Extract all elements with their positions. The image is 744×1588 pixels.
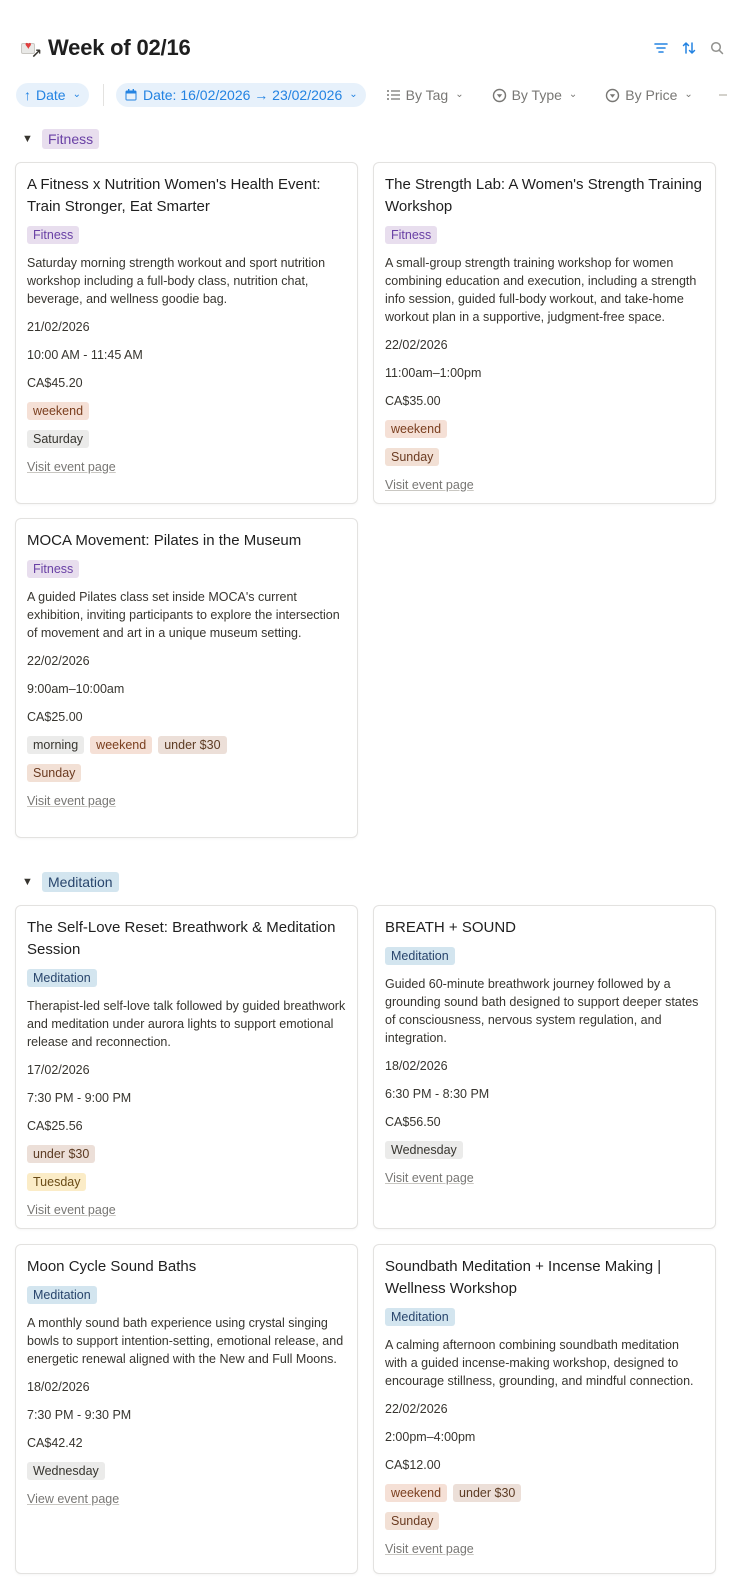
type-tag: Meditation xyxy=(385,947,455,965)
card-description: Guided 60-minute breathwork journey followed by a grounding sound bath designed to support deeper states of consciousness, nervous system regulation, and integration. xyxy=(385,977,699,1045)
sort-date-label: Date xyxy=(36,87,66,103)
event-card[interactable] xyxy=(373,1244,716,1574)
card-time: 7:30 PM - 9:00 PM xyxy=(27,1091,132,1105)
chevron-down-icon: ⌄ xyxy=(684,89,693,100)
card-description: A calming afternoon combining soundbath meditation with a guided incense-making workshop, designed to encourage stillness, grounding, and mindful connection. xyxy=(385,1338,694,1388)
by-type-filter[interactable] xyxy=(484,83,586,107)
search-icon[interactable] xyxy=(710,41,724,55)
tag-chip: morning xyxy=(27,736,84,754)
chevron-down-icon: ⌄ xyxy=(349,89,358,100)
list-icon xyxy=(386,88,401,102)
card-price: CA$25.56 xyxy=(27,1119,83,1133)
event-card[interactable] xyxy=(373,162,716,504)
chevron-down-icon: ⌄ xyxy=(455,89,464,100)
tag-chip: weekend xyxy=(385,420,447,438)
card-title: The Strength Lab: A Women's Strength Training Workshop xyxy=(385,176,702,215)
event-link[interactable]: View event page xyxy=(27,1492,120,1506)
event-card[interactable] xyxy=(15,518,358,838)
by-type-label: By Type xyxy=(511,87,562,103)
select-property-icon xyxy=(492,88,507,103)
by-tag-filter[interactable] xyxy=(378,83,472,107)
card-title: BREATH + SOUND xyxy=(385,919,516,936)
event-card[interactable] xyxy=(373,905,716,1229)
by-price-label: By Price xyxy=(625,87,678,103)
card-time: 7:30 PM - 9:30 PM xyxy=(27,1408,132,1422)
card-time: 6:30 PM - 8:30 PM xyxy=(385,1087,490,1101)
event-link[interactable]: Visit event page xyxy=(385,1171,474,1185)
card-date: 22/02/2026 xyxy=(27,654,90,668)
day-chip: Wednesday xyxy=(27,1462,105,1480)
day-chip: Sunday xyxy=(385,1512,439,1530)
group-label: Meditation xyxy=(42,872,119,892)
event-card[interactable] xyxy=(15,1244,358,1574)
event-link[interactable]: Visit event page xyxy=(27,460,116,474)
card-time: 9:00am–10:00am xyxy=(27,682,125,696)
card-title: Moon Cycle Sound Baths xyxy=(27,1258,197,1275)
card-description: A monthly sound bath experience using crystal singing bowls to support intention-setting, emotional release, and energetic renewal aligned with the New and Full Moons. xyxy=(27,1316,344,1366)
page-header xyxy=(20,32,724,64)
triangle-down-icon[interactable]: ▼ xyxy=(22,876,33,888)
tag-chip: weekend xyxy=(385,1484,447,1502)
sort-date-pill[interactable] xyxy=(16,83,89,107)
event-card[interactable] xyxy=(15,905,358,1229)
card-description: A small-group strength training workshop for women combining education and execution, including a strength info session, guided full-body workout, and take-home workout plan in a supportive, judgment-free space. xyxy=(385,256,697,324)
sort-icon[interactable] xyxy=(682,41,696,55)
group-header-fitness[interactable] xyxy=(22,129,99,149)
filter-divider xyxy=(103,84,104,106)
calendar-icon xyxy=(124,88,138,102)
tag-chip: under $30 xyxy=(158,736,226,754)
card-time: 11:00am–1:00pm xyxy=(385,366,482,380)
day-chip: Saturday xyxy=(27,430,89,448)
card-title: The Self-Love Reset: Breathwork & Meditation Session xyxy=(27,919,336,958)
day-chip: Wednesday xyxy=(385,1141,463,1159)
chevron-down-icon: ⌄ xyxy=(72,89,81,100)
group-header-meditation[interactable] xyxy=(22,872,119,892)
event-link[interactable]: Visit event page xyxy=(27,1203,116,1217)
type-tag: Meditation xyxy=(385,1308,455,1326)
more-filters-indicator xyxy=(719,94,727,96)
select-property-icon xyxy=(605,88,620,103)
type-tag: Meditation xyxy=(27,969,97,987)
card-price: CA$25.00 xyxy=(27,710,83,724)
tag-chip: under $30 xyxy=(453,1484,521,1502)
event-card[interactable] xyxy=(15,162,358,504)
card-title: Soundbath Meditation + Incense Making | Wellness Workshop xyxy=(385,1258,662,1297)
by-price-filter[interactable] xyxy=(597,83,701,107)
card-date: 18/02/2026 xyxy=(27,1380,90,1394)
card-time: 2:00pm–4:00pm xyxy=(385,1430,476,1444)
card-price: CA$56.50 xyxy=(385,1115,441,1129)
card-title: A Fitness x Nutrition Women's Health Event: Train Stronger, Eat Smarter xyxy=(27,176,321,215)
date-range-label: Date: 16/02/2026 → 23/02/2026 xyxy=(142,87,343,103)
triangle-down-icon[interactable]: ▼ xyxy=(22,133,33,145)
card-description: Saturday morning strength workout and sport nutrition workshop including a full-body class, nutrition chat, beverage, and wellness goodie bag. xyxy=(27,256,326,306)
date-range-filter[interactable] xyxy=(116,83,366,107)
card-title: MOCA Movement: Pilates in the Museum xyxy=(27,532,302,549)
card-date: 21/02/2026 xyxy=(27,320,90,334)
card-description: Therapist-led self-love talk followed by guided breathwork and meditation under aurora lights to support emotional release and reconnection. xyxy=(27,999,346,1049)
day-chip: Sunday xyxy=(385,448,439,466)
day-chip: Tuesday xyxy=(27,1173,86,1191)
arrow-up-icon: ↑ xyxy=(24,87,31,103)
filter-bar xyxy=(16,82,744,108)
card-description: A guided Pilates class set inside MOCA's current exhibition, inviting participants to explore the intersection of movement and art in a unique museum setting. xyxy=(27,590,340,640)
header-actions xyxy=(654,41,724,55)
day-chip: Sunday xyxy=(27,764,81,782)
group-label: Fitness xyxy=(42,129,99,149)
type-tag: Fitness xyxy=(385,226,437,244)
card-date: 22/02/2026 xyxy=(385,1402,448,1416)
by-tag-label: By Tag xyxy=(405,87,449,103)
tag-chip: weekend xyxy=(27,402,89,420)
page-title: Week of 02/16 xyxy=(48,35,191,60)
event-link[interactable]: Visit event page xyxy=(385,478,474,492)
card-date: 18/02/2026 xyxy=(385,1059,448,1073)
card-date: 17/02/2026 xyxy=(27,1063,90,1077)
card-time: 10:00 AM - 11:45 AM xyxy=(27,348,143,362)
chevron-down-icon: ⌄ xyxy=(568,89,578,100)
type-tag: Fitness xyxy=(27,560,79,578)
filter-icon[interactable] xyxy=(654,41,668,55)
tag-chip: under $30 xyxy=(27,1145,95,1163)
love-letter-icon: ♥ ↗ xyxy=(20,37,42,59)
type-tag: Meditation xyxy=(27,1286,97,1304)
type-tag: Fitness xyxy=(27,226,79,244)
card-price: CA$45.20 xyxy=(27,376,83,390)
event-link[interactable]: Visit event page xyxy=(385,1542,474,1556)
event-link[interactable]: Visit event page xyxy=(27,794,116,808)
card-price: CA$12.00 xyxy=(385,1458,441,1472)
card-price: CA$35.00 xyxy=(385,394,441,408)
card-price: CA$42.42 xyxy=(27,1436,83,1450)
card-date: 22/02/2026 xyxy=(385,338,448,352)
tag-chip: weekend xyxy=(90,736,152,754)
